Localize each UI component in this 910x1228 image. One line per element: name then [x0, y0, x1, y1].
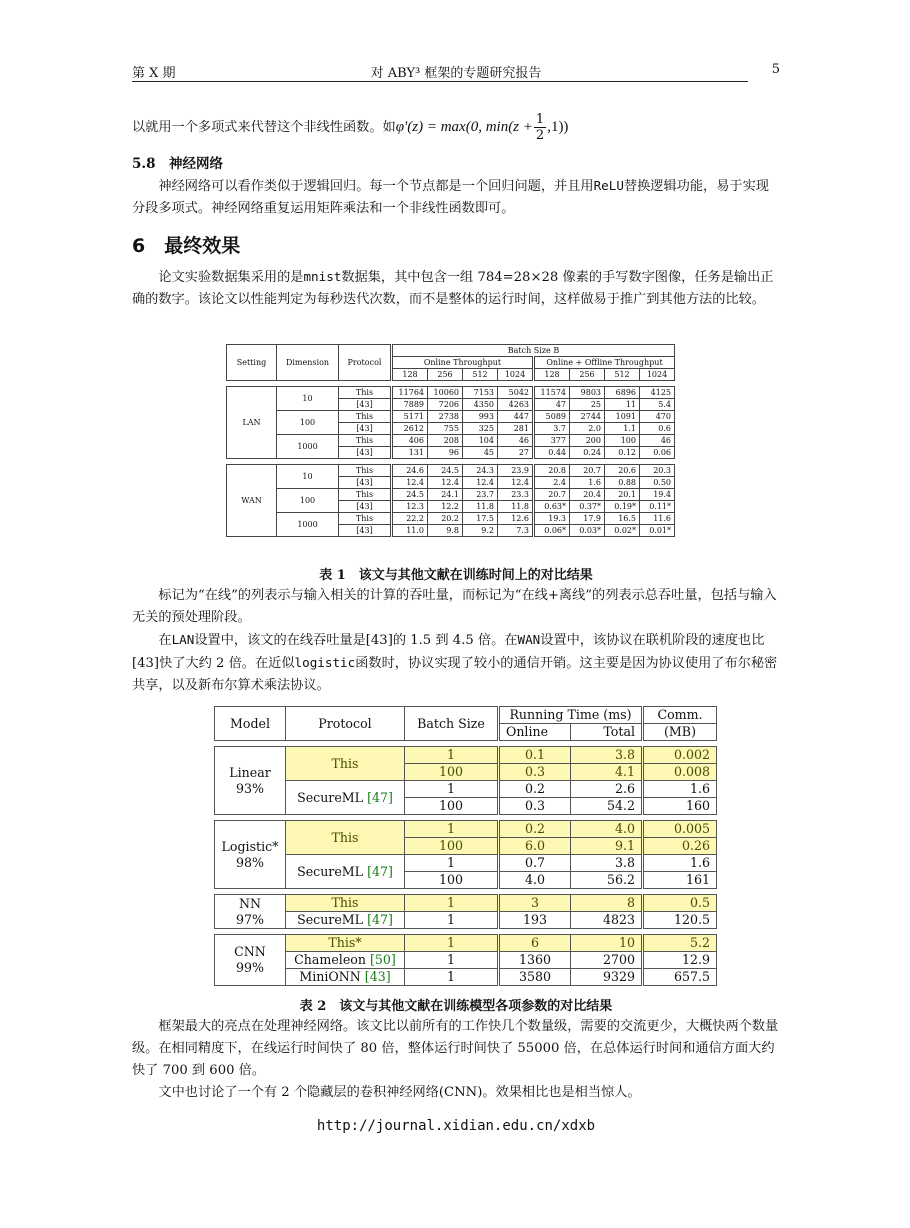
section-heading-6: 6 最终效果 — [132, 235, 241, 257]
t1-value: 406 — [392, 435, 428, 447]
t2-protocol — [286, 855, 405, 889]
t1-value: 5089 — [534, 411, 570, 423]
t1-dimension: 1000 — [277, 435, 339, 459]
t2-total: 3.8 — [571, 855, 643, 872]
t1-value: 4125 — [640, 387, 675, 399]
t2-batch: 1 — [405, 821, 499, 838]
formula-paragraph — [132, 108, 780, 147]
t2-total: 56.2 — [571, 872, 643, 889]
nn-text-a: 神经网络可以看作类似于逻辑回归。每一个节点都是一个回归问题，并且用 — [158, 179, 594, 194]
t2-batch: 1 — [405, 747, 499, 764]
t1-header-setting: Setting — [227, 345, 277, 381]
t2-online: 0.3 — [499, 764, 571, 781]
t1-value: 11574 — [534, 387, 570, 399]
table-row — [215, 895, 717, 912]
results-text-a: 论文实验数据集采用的是 — [158, 270, 304, 285]
t1-header-batch: 1024 — [498, 369, 534, 381]
t2-model-accuracy: 93% — [236, 780, 264, 796]
t1-value: 24.6 — [392, 465, 428, 477]
t2-comm: 161 — [643, 872, 717, 889]
table-row — [215, 912, 717, 929]
t1-value: 20.2 — [428, 513, 463, 525]
t2-batch: 100 — [405, 838, 499, 855]
t2-protocol — [286, 821, 405, 855]
t2-model-accuracy: 99% — [236, 960, 264, 975]
t1-value: 2612 — [392, 423, 428, 435]
t1-value: 377 — [534, 435, 570, 447]
t2-model-name: CNN — [234, 944, 266, 959]
t1-value: 11.8 — [498, 501, 534, 513]
t1-value: 0.50 — [640, 477, 675, 489]
t1-value: 24.5 — [428, 465, 463, 477]
t1-protocol: This — [339, 435, 392, 447]
t2-online: 3580 — [499, 969, 571, 986]
t2-protocol-ref: [47] — [367, 789, 393, 805]
t1-value: 7153 — [463, 387, 498, 399]
t1-value: 19.3 — [534, 513, 570, 525]
t2-online: 6 — [499, 935, 571, 952]
t1-dimension: 1000 — [277, 513, 339, 537]
t2-batch: 1 — [405, 781, 499, 798]
t1-value: 24.1 — [428, 489, 463, 501]
t1-dimension: 100 — [277, 489, 339, 513]
t1-value: 11.6 — [640, 513, 675, 525]
t2-header-model: Model — [215, 707, 286, 741]
table-row — [215, 855, 717, 872]
t2-batch: 1 — [405, 935, 499, 952]
t2-total: 9.1 — [571, 838, 643, 855]
t1-value: 0.6 — [640, 423, 675, 435]
t1-value: 0.12 — [605, 447, 640, 459]
t1-value: 16.5 — [605, 513, 640, 525]
t1-dimension: 10 — [277, 387, 339, 411]
t1-protocol: This — [339, 411, 392, 423]
t2-comm: 0.002 — [643, 747, 717, 764]
t2-comm: 160 — [643, 798, 717, 815]
formula-fraction — [534, 112, 546, 143]
results-paragraph — [132, 266, 780, 311]
t1-value: 12.3 — [392, 501, 428, 513]
t2-online: 1360 — [499, 952, 571, 969]
t1-value: 20.7 — [570, 465, 605, 477]
t1-value: 46 — [640, 435, 675, 447]
t1-value: 17.5 — [463, 513, 498, 525]
t1-value: 47 — [534, 399, 570, 411]
t1-header-batch-size: Batch Size B — [392, 345, 675, 357]
t2-online: 3 — [499, 895, 571, 912]
t1-value: 0.37* — [570, 501, 605, 513]
t2-protocol-name: This — [331, 829, 359, 845]
t2-header-comm-unit: (MB) — [643, 724, 717, 741]
t2-comm: 1.6 — [643, 855, 717, 872]
t1-header-batch: 256 — [428, 369, 463, 381]
t1-protocol: [43] — [339, 399, 392, 411]
t1-value: 9.2 — [463, 525, 498, 537]
lan-text-a: 在 — [158, 633, 172, 648]
t2-protocol — [286, 747, 405, 781]
t1-value: 11764 — [392, 387, 428, 399]
t1-dimension: 100 — [277, 411, 339, 435]
t2-total: 2700 — [571, 952, 643, 969]
t2-comm: 0.26 — [643, 838, 717, 855]
t2-total: 54.2 — [571, 798, 643, 815]
t2-protocol-ref: [47] — [367, 912, 393, 927]
t1-value: 23.7 — [463, 489, 498, 501]
t2-batch: 1 — [405, 952, 499, 969]
t1-value: 0.02* — [605, 525, 640, 537]
results-text-b: 数据集，其中包含一组 784=28×28 像素的手写数字图像，任务是输出正确的数字。该论文以性能判定为每秒迭代次数，而不是整体的运行时间，这样做易于推广到其他方法的比较。 — [132, 270, 774, 307]
t2-header-online: Online — [499, 724, 571, 741]
t1-value: 20.8 — [534, 465, 570, 477]
table-2 — [214, 706, 717, 986]
t2-batch: 100 — [405, 798, 499, 815]
t1-header-dimension: Dimension — [277, 345, 339, 381]
t2-model — [215, 935, 286, 986]
t1-protocol: [43] — [339, 525, 392, 537]
t1-header-batch: 128 — [534, 369, 570, 381]
t1-protocol: [43] — [339, 423, 392, 435]
t2-protocol-name: Chameleon — [294, 952, 366, 967]
t1-value: 0.11* — [640, 501, 675, 513]
t2-total: 10 — [571, 935, 643, 952]
t1-protocol: This — [339, 513, 392, 525]
t1-value: 1091 — [605, 411, 640, 423]
t2-comm: 12.9 — [643, 952, 717, 969]
page-header — [132, 62, 780, 82]
conclusion-paragraph: 框架最大的亮点在处理神经网络。该文比以前所有的工作快几个数量级，需要的交流更少，大概快两个数量级。在相同精度下，在线运行时间快了 80 倍，整体运行时间快了 55000 倍，在总体运行时间和通信方面大约快了 700 到 600 倍。 — [132, 1019, 779, 1078]
t1-setting: WAN — [227, 465, 277, 537]
t2-batch: 1 — [405, 912, 499, 929]
t1-header-protocol: Protocol — [339, 345, 392, 381]
table-row — [215, 969, 717, 986]
t1-value: 993 — [463, 411, 498, 423]
t2-batch: 100 — [405, 872, 499, 889]
t1-value: 200 — [570, 435, 605, 447]
t1-value: 0.24 — [570, 447, 605, 459]
t1-value: 100 — [605, 435, 640, 447]
t2-protocol-ref: [43] — [364, 969, 391, 984]
table-row — [227, 513, 675, 525]
t2-protocol — [286, 935, 405, 952]
lan-text-d: 函数时，协议实现了较小的通信开销。这主要是因为协议使用了布尔秘密共享，以及新布尔算术乘法协议。 — [132, 656, 778, 693]
t2-online: 6.0 — [499, 838, 571, 855]
code-logistic: logistic — [294, 655, 356, 670]
t2-header-protocol: Protocol — [286, 707, 405, 741]
t2-model-name: Linear — [229, 764, 271, 780]
t2-comm: 0.008 — [643, 764, 717, 781]
t2-model — [215, 821, 286, 889]
lan-text-b: 设置中，该文的在线吞吐量是[43]的 1.5 到 4.5 倍。在 — [194, 633, 518, 648]
t1-value: 23.3 — [498, 489, 534, 501]
t1-protocol: This — [339, 387, 392, 399]
t1-value: 17.9 — [570, 513, 605, 525]
t1-value: 470 — [640, 411, 675, 423]
table-row — [215, 935, 717, 952]
t1-value: 20.6 — [605, 465, 640, 477]
t1-header-batch: 512 — [605, 369, 640, 381]
table-row — [227, 435, 675, 447]
t1-value: 20.4 — [570, 489, 605, 501]
t1-header-batch: 512 — [463, 369, 498, 381]
t1-value: 5042 — [498, 387, 534, 399]
t2-protocol-name: MiniONN — [299, 969, 361, 984]
t2-header-running-time: Running Time (ms) — [499, 707, 643, 724]
table-row — [227, 411, 675, 423]
t2-protocol-ref: [50] — [369, 952, 396, 967]
t1-value: 24.3 — [463, 465, 498, 477]
t1-value: 0.01* — [640, 525, 675, 537]
t2-online: 0.2 — [499, 821, 571, 838]
t2-online: 0.3 — [499, 798, 571, 815]
formula-lead-text: 以就用一个多项式来代替这个非线性函数。如 — [132, 120, 396, 135]
t1-value: 10060 — [428, 387, 463, 399]
t1-value: 0.03* — [570, 525, 605, 537]
t2-comm: 120.5 — [643, 912, 717, 929]
lan-wan-paragraph — [132, 629, 780, 697]
online-explanation-paragraph: 标记为“在线”的列表示与输入相关的计算的吞吐量，而标记为“在线+离线”的列表示总吞吐量，包括与输入无关的预处理阶段。 — [132, 588, 777, 625]
t2-header-comm: Comm. — [643, 707, 717, 724]
t2-protocol — [286, 781, 405, 815]
t1-header-online: Online Throughput — [392, 357, 534, 369]
table-row — [215, 747, 717, 764]
t1-value: 1.1 — [605, 423, 640, 435]
t1-value: 2.0 — [570, 423, 605, 435]
t1-value: 0.06* — [534, 525, 570, 537]
t1-value: 11.8 — [463, 501, 498, 513]
t2-protocol — [286, 912, 405, 929]
t2-batch: 1 — [405, 969, 499, 986]
t2-header-total: Total — [571, 724, 643, 741]
table-row — [227, 465, 675, 477]
t2-total: 4.0 — [571, 821, 643, 838]
t1-value: 4263 — [498, 399, 534, 411]
t1-value: 6896 — [605, 387, 640, 399]
t1-value: 20.7 — [534, 489, 570, 501]
t1-protocol: This — [339, 489, 392, 501]
nn-text-b: 替换逻辑功能，易于实现分段多项式。神经网络重复运用矩阵乘法和一个非线性函数即可。 — [132, 179, 769, 216]
t1-value: 24.5 — [392, 489, 428, 501]
t2-model — [215, 747, 286, 815]
t2-online: 0.2 — [499, 781, 571, 798]
t1-value: 23.9 — [498, 465, 534, 477]
t1-value: 281 — [498, 423, 534, 435]
t1-value: 447 — [498, 411, 534, 423]
t2-model-accuracy: 97% — [236, 911, 264, 927]
t2-batch: 1 — [405, 895, 499, 912]
t2-online: 4.0 — [499, 872, 571, 889]
t2-comm: 0.005 — [643, 821, 717, 838]
t1-value: 3.7 — [534, 423, 570, 435]
nn-code-relu: ReLU — [593, 178, 624, 193]
t1-protocol: [43] — [339, 501, 392, 513]
t1-value: 20.1 — [605, 489, 640, 501]
t1-value: 0.06 — [640, 447, 675, 459]
t1-value: 12.4 — [463, 477, 498, 489]
t2-protocol-name: SecureML — [297, 789, 364, 805]
t1-value: 96 — [428, 447, 463, 459]
table-row — [215, 952, 717, 969]
t2-protocol-name: This* — [328, 935, 362, 950]
t2-total: 2.6 — [571, 781, 643, 798]
t2-total: 4823 — [571, 912, 643, 929]
t1-header-batch: 1024 — [640, 369, 675, 381]
t1-value: 7206 — [428, 399, 463, 411]
cnn-paragraph: 文中也讨论了一个有 2 个隐藏层的卷积神经网络(CNN)。效果相比也是相当惊人。 — [158, 1085, 641, 1100]
t1-value: 5171 — [392, 411, 428, 423]
t1-value: 208 — [428, 435, 463, 447]
t1-value: 19.4 — [640, 489, 675, 501]
t2-online: 0.7 — [499, 855, 571, 872]
formula-rhs: ,1)) — [547, 119, 569, 135]
t1-value: 11 — [605, 399, 640, 411]
t1-value: 9803 — [570, 387, 605, 399]
t2-protocol — [286, 895, 405, 912]
t2-comm: 0.5 — [643, 895, 717, 912]
t2-total: 9329 — [571, 969, 643, 986]
t2-protocol-name: SecureML — [297, 863, 364, 879]
t1-value: 20.3 — [640, 465, 675, 477]
header-issue: 第 X 期 — [132, 66, 176, 81]
t2-comm: 5.2 — [643, 935, 717, 952]
t1-value: 12.2 — [428, 501, 463, 513]
t1-value: 12.6 — [498, 513, 534, 525]
t2-header-batch: Batch Size — [405, 707, 499, 741]
t1-value: 1.6 — [570, 477, 605, 489]
t2-model-name: NN — [238, 895, 262, 911]
t1-value: 0.88 — [605, 477, 640, 489]
t2-model-name: Logistic* — [221, 838, 279, 854]
t2-protocol-name: SecureML — [297, 912, 364, 927]
t1-protocol: This — [339, 465, 392, 477]
t1-value: 2744 — [570, 411, 605, 423]
t1-value: 12.4 — [392, 477, 428, 489]
t2-model-accuracy: 98% — [236, 854, 264, 870]
t1-value: 0.19* — [605, 501, 640, 513]
t1-value: 11.0 — [392, 525, 428, 537]
t2-online: 0.1 — [499, 747, 571, 764]
t2-protocol-name: This — [331, 895, 359, 910]
code-lan: LAN — [171, 632, 195, 647]
t1-value: 45 — [463, 447, 498, 459]
t2-protocol — [286, 952, 405, 969]
table-row — [227, 489, 675, 501]
t1-value: 7.3 — [498, 525, 534, 537]
t2-comm: 657.5 — [643, 969, 717, 986]
t2-total: 3.8 — [571, 747, 643, 764]
t1-value: 104 — [463, 435, 498, 447]
table-2-caption: 表 2 该文与其他文献在训练模型各项参数的对比结果 — [299, 999, 613, 1014]
t1-header-batch: 128 — [392, 369, 428, 381]
t1-value: 12.4 — [498, 477, 534, 489]
t2-total: 8 — [571, 895, 643, 912]
t2-protocol-name: This — [331, 755, 359, 771]
t1-value: 2.4 — [534, 477, 570, 489]
t1-value: 0.63* — [534, 501, 570, 513]
t1-dimension: 10 — [277, 465, 339, 489]
t2-protocol — [286, 969, 405, 986]
section-heading-5-8: 5.8 神经网络 — [132, 156, 223, 172]
results-code-mnist: mnist — [303, 269, 342, 284]
t1-value: 22.2 — [392, 513, 428, 525]
t2-total: 4.1 — [571, 764, 643, 781]
page-number: 5 — [771, 62, 780, 77]
t2-model — [215, 895, 286, 929]
t1-value: 2738 — [428, 411, 463, 423]
footer-url: http://journal.xidian.edu.cn/xdxb — [316, 1118, 596, 1134]
t2-batch: 100 — [405, 764, 499, 781]
t1-setting: LAN — [227, 387, 277, 459]
t2-protocol-ref: [47] — [367, 863, 393, 879]
table-row — [215, 821, 717, 838]
header-title: 对 ABY³ 框架的专题研究报告 — [370, 66, 542, 81]
t1-value: 25 — [570, 399, 605, 411]
fraction-numerator: 1 — [535, 112, 545, 127]
header-rule — [132, 81, 748, 82]
t1-header-offline: Online + Offline Throughput — [534, 357, 675, 369]
t1-value: 27 — [498, 447, 534, 459]
t1-value: 7889 — [392, 399, 428, 411]
t2-online: 193 — [499, 912, 571, 929]
t1-value: 9.8 — [428, 525, 463, 537]
t2-comm: 1.6 — [643, 781, 717, 798]
t1-protocol: [43] — [339, 477, 392, 489]
t1-value: 46 — [498, 435, 534, 447]
table-1 — [226, 344, 675, 537]
lan-text-c: 设置中，该协议在联机阶段的速度也比[43]快了大约 2 倍。在近似 — [132, 633, 765, 671]
t1-value: 131 — [392, 447, 428, 459]
t1-protocol: [43] — [339, 447, 392, 459]
t1-value: 755 — [428, 423, 463, 435]
t1-value: 0.44 — [534, 447, 570, 459]
t1-value: 5.4 — [640, 399, 675, 411]
t2-batch: 1 — [405, 855, 499, 872]
nn-paragraph — [132, 175, 780, 220]
table-row — [227, 387, 675, 399]
code-wan: WAN — [517, 632, 541, 647]
fraction-denominator: 2 — [535, 128, 545, 143]
t1-value: 325 — [463, 423, 498, 435]
table-1-caption: 表 1 该文与其他文献在训练时间上的对比结果 — [319, 568, 593, 583]
table-row — [215, 781, 717, 798]
formula-lhs: φ'(z) = max(0, min(z + — [395, 119, 533, 135]
t1-value: 12.4 — [428, 477, 463, 489]
t1-value: 4350 — [463, 399, 498, 411]
t1-header-batch: 256 — [570, 369, 605, 381]
